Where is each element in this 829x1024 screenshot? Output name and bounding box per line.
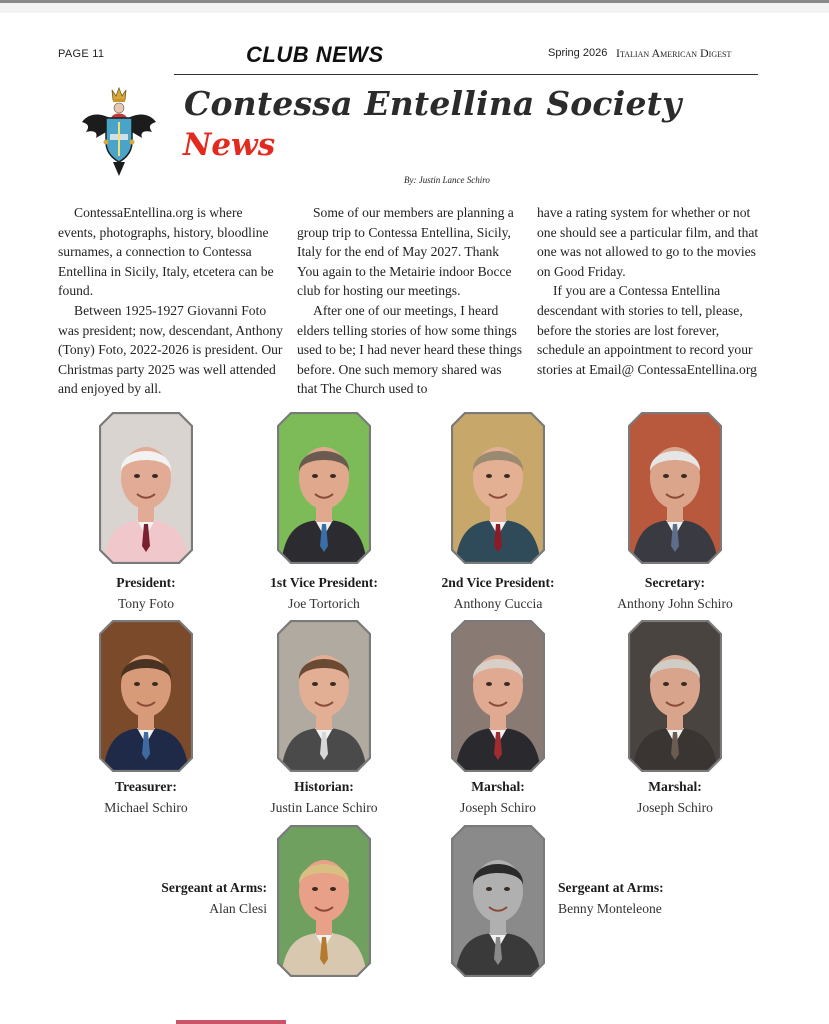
officer-caption xyxy=(61,776,231,818)
portrait-photo xyxy=(451,825,545,977)
officer-role: Marshal: xyxy=(648,779,702,794)
officer-name: Benny Monteleone xyxy=(558,901,662,916)
officer-name: Anthony John Schiro xyxy=(617,596,733,611)
paragraph: ContessaEntellina.org is where events, photographs, history, bloodline surnames, a connection to Contessa Entellina in Sicily, Italy, etcetera can be found. xyxy=(58,205,274,299)
portrait-photo xyxy=(277,825,371,977)
page-number: PAGE 11 xyxy=(58,48,105,60)
officer-role: Sergeant at Arms: xyxy=(558,880,664,895)
issue-date: Spring 2026 xyxy=(548,47,608,59)
society-crest-icon xyxy=(80,84,158,180)
paragraph: If you are a Contessa Entellina descendant with stories to tell, please, before the stories are lost forever, schedule an appointment to record your stories at Email@ ContessaEntellina.org xyxy=(537,283,757,377)
article-column-2 xyxy=(297,203,522,399)
bottom-accent xyxy=(176,1020,286,1024)
portrait-photo xyxy=(628,620,722,772)
paragraph: Some of our members are planning a group trip to Contessa Entellina, Sicily, Italy for the end of May 2027. Thank You again to the Metairie indoor Bocce club for hosting our meetings. xyxy=(297,205,514,299)
officer-portrait xyxy=(99,412,193,564)
officer-portrait xyxy=(277,620,371,772)
byline: By: Justin Lance Schiro xyxy=(404,175,490,185)
portrait-photo xyxy=(451,412,545,564)
portrait-photo xyxy=(628,412,722,564)
officer-caption xyxy=(97,877,267,919)
officer-portrait xyxy=(628,412,722,564)
paragraph: have a rating system for whether or not one should see a particular film, and that one was not allowed to go to the movies on Good Friday. xyxy=(537,205,759,279)
portrait-photo xyxy=(277,412,371,564)
officer-role: Historian: xyxy=(294,779,354,794)
officer-name: Joseph Schiro xyxy=(637,800,713,815)
portrait-photo xyxy=(99,412,193,564)
portrait-photo xyxy=(451,620,545,772)
officer-role: 1st Vice President: xyxy=(270,575,378,590)
officer-name: Alan Clesi xyxy=(209,901,267,916)
article-title: Contessa Entellina Society xyxy=(184,84,682,123)
officer-caption xyxy=(590,776,760,818)
officer-role: Marshal: xyxy=(471,779,525,794)
officer-portrait xyxy=(277,825,371,977)
officer-role: 2nd Vice President: xyxy=(441,575,555,590)
section-title: CLUB NEWS xyxy=(246,42,384,67)
paragraph: Between 1925-1927 Giovanni Foto was president; now, descendant, Anthony (Tony) Foto, 2022-2026 is president. Our Christmas party 2025 was well attended and enjoyed by all. xyxy=(58,302,283,397)
officer-role: President: xyxy=(116,575,176,590)
officer-caption xyxy=(413,572,583,614)
officer-caption xyxy=(413,776,583,818)
officer-role: Sergeant at Arms: xyxy=(161,880,267,895)
officer-caption xyxy=(239,572,409,614)
paragraph: After one of our meetings, I heard elders telling stories of how some things used to be; I had never heard these things before. One such memory shared was that The Church used to xyxy=(297,302,522,397)
publication-name: Italian American Digest xyxy=(616,46,732,60)
portrait-photo xyxy=(99,620,193,772)
portrait-photo xyxy=(277,620,371,772)
officer-portrait xyxy=(451,620,545,772)
officer-portrait xyxy=(628,620,722,772)
header-rule xyxy=(174,74,758,75)
officer-name: Anthony Cuccia xyxy=(453,596,543,611)
article-column-3 xyxy=(537,203,762,379)
officer-caption xyxy=(558,877,728,919)
officer-caption xyxy=(61,572,231,614)
officer-caption xyxy=(239,776,409,818)
officer-name: Joe Tortorich xyxy=(288,596,360,611)
officer-name: Michael Schiro xyxy=(104,800,188,815)
officer-caption xyxy=(590,572,760,614)
officer-portrait xyxy=(451,412,545,564)
article-column-1 xyxy=(58,203,283,399)
officer-portrait xyxy=(451,825,545,977)
officer-portrait xyxy=(277,412,371,564)
officer-portrait xyxy=(99,620,193,772)
article-subtitle: News xyxy=(183,127,276,163)
officer-role: Secretary: xyxy=(644,575,706,590)
top-band xyxy=(0,3,829,13)
officer-name: Tony Foto xyxy=(117,596,175,611)
officer-name: Justin Lance Schiro xyxy=(270,800,378,815)
officer-name: Joseph Schiro xyxy=(460,800,536,815)
officer-role: Treasurer: xyxy=(115,779,177,794)
